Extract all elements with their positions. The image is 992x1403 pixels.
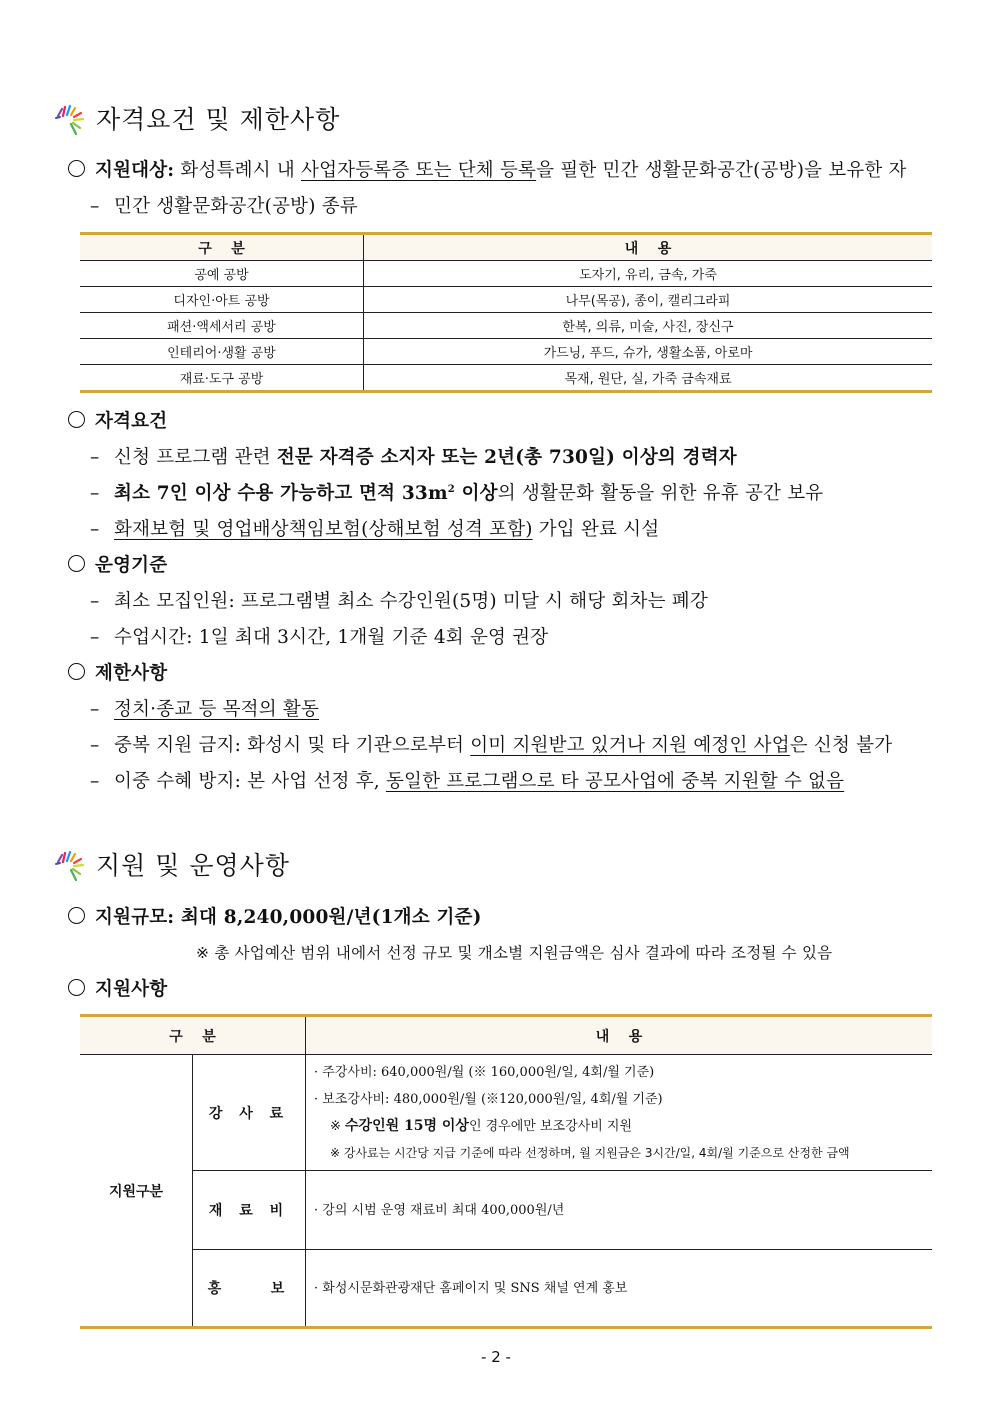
- support-heading: [68, 975, 167, 1001]
- scale-value: 최대 8,240,000원/년(1개소 기준): [174, 907, 482, 928]
- types-line: [90, 192, 358, 218]
- circle-bullet-icon: [68, 663, 85, 680]
- restrictions-heading: [68, 659, 167, 685]
- circle-bullet-icon: [68, 907, 85, 924]
- qualification-text: 의 생활문화 활동을 위한 유휴 공간 보유: [497, 483, 824, 504]
- dash-bullet: –: [90, 699, 100, 720]
- qualification-bold: 최소 7인 이상 수용 가능하고 면적 33m: [114, 483, 448, 504]
- table-header-category: 구 분: [80, 1016, 306, 1055]
- scale-line: [68, 903, 482, 929]
- category-content: [306, 1250, 933, 1328]
- restriction-item: [90, 695, 319, 721]
- qualification-item: [90, 443, 737, 469]
- operation-text: 최소 모집인원: 프로그램별 최소 수강인원(5명) 미달 시 해당 회차는 폐강: [114, 591, 708, 612]
- restriction-text: 이중 수혜 방지: 본 사업 선정 후,: [114, 771, 386, 792]
- category-label: 강 사 료: [193, 1055, 306, 1171]
- table-cell-content: 가드닝, 푸드, 슈가, 생활소품, 아로마: [364, 339, 933, 365]
- qualification-item: [90, 479, 823, 505]
- table-cell-content: 도자기, 유리, 금속, 가죽: [364, 261, 933, 287]
- operation-label: 운영기준: [95, 555, 168, 576]
- table-row: [80, 339, 932, 365]
- table-row: [80, 261, 932, 287]
- qualifications-heading: [68, 407, 167, 433]
- operation-item: [90, 623, 548, 649]
- operation-text: 수업시간: 1일 최대 3시간, 1개월 기준 4회 운영 권장: [114, 627, 549, 648]
- restriction-text: 중복 지원 금지: 화성시 및 타 기관으로부터: [114, 735, 471, 756]
- table-cell-content: 나무(목공), 종이, 캘리그라피: [364, 287, 933, 313]
- table-row: [80, 365, 932, 392]
- qualification-text: 신청 프로그램 관련: [114, 447, 277, 468]
- table-row: [80, 1250, 932, 1328]
- section-logo-icon: [54, 102, 92, 136]
- target-text-post: 을 필한 민간 생활문화공간(공방)을 보유한 자: [536, 160, 907, 181]
- category-label: 홍 보: [193, 1250, 306, 1328]
- circle-bullet-icon: [68, 160, 85, 177]
- dash-bullet: –: [90, 447, 100, 468]
- dash-bullet: –: [90, 627, 100, 648]
- scale-label: 지원규모:: [95, 907, 175, 928]
- content-line: · 주강사비: 640,000원/월 (※ 160,000원/일, 4회/월 기준): [314, 1064, 655, 1080]
- target-underlined: 사업자등록증 또는 단체 등록: [301, 160, 537, 181]
- target-line: [68, 156, 907, 182]
- support-label: 지원사항: [95, 979, 168, 1000]
- dash-bullet: –: [90, 771, 100, 792]
- circle-bullet-icon: [68, 979, 85, 996]
- table-header-category: 구 분: [80, 234, 364, 261]
- dash-bullet: –: [90, 519, 100, 540]
- content-note: [314, 1113, 931, 1140]
- operation-heading: [68, 551, 167, 577]
- qualification-underlined: 화재보험 및 영업배상책임보험(상해보험 성격 포함): [114, 519, 533, 540]
- table-row: [80, 287, 932, 313]
- table-header-row: [80, 1016, 932, 1055]
- qualifications-label: 자격요건: [95, 411, 168, 432]
- category-label: 재 료 비: [193, 1171, 306, 1250]
- content-line: · 보조강사비: 480,000원/월 (※120,000원/일, 4회/월 기준): [314, 1091, 663, 1107]
- support-table: [80, 1014, 932, 1329]
- scale-note: ※ 총 사업예산 범위 내에서 선정 규모 및 개소별 지원금액은 심사 결과에 따라 조정될 수 있음: [196, 944, 833, 962]
- qualification-item: [90, 515, 659, 541]
- table-header-row: [80, 234, 932, 261]
- content-note: ※ 강사료는 시간당 지급 기준에 따라 선정하며, 월 지원금은 3시간/일, 4회/월 기준으로 산정한 금액: [330, 1145, 850, 1160]
- restriction-underlined: 이미 지원받고 있거나 지원 예정인 사업: [470, 735, 790, 756]
- qualification-text: 가입 완료 시설: [532, 519, 660, 540]
- restrictions-label: 제한사항: [95, 663, 168, 684]
- section-logo-icon: [54, 848, 92, 882]
- group-label: 지원구분: [80, 1055, 193, 1328]
- types-label: 민간 생활문화공간(공방) 종류: [114, 196, 358, 217]
- superscript: 2: [447, 483, 455, 495]
- dash-bullet: –: [90, 196, 100, 217]
- page-number: - 2 -: [481, 1348, 511, 1366]
- table-header-content: 내 용: [364, 234, 933, 261]
- table-cell-category: 재료·도구 공방: [80, 365, 364, 392]
- note-bold: 수강인원 15명 이상: [345, 1117, 469, 1134]
- qualification-bold: 이상: [454, 483, 498, 504]
- circle-bullet-icon: [68, 411, 85, 428]
- table-cell-category: 공예 공방: [80, 261, 364, 287]
- dash-bullet: –: [90, 735, 100, 756]
- qualification-bold: 전문 자격증 소지자 또는 2년(총 730일) 이상의 경력자: [276, 447, 737, 468]
- table-row: [80, 1171, 932, 1250]
- category-content: [306, 1171, 933, 1250]
- section-title: 자격요건 및 제한사항: [96, 105, 341, 134]
- restriction-text: 은 신청 불가: [789, 735, 893, 756]
- content-line: · 강의 시범 운영 재료비 최대 400,000원/년: [314, 1202, 565, 1218]
- content-line: · 화성시문화관광재단 홈페이지 및 SNS 채널 연계 홍보: [314, 1280, 628, 1296]
- table-cell-category: 디자인·아트 공방: [80, 287, 364, 313]
- dash-bullet: –: [90, 591, 100, 612]
- target-text: 화성특례시 내: [174, 160, 301, 181]
- operation-item: [90, 587, 708, 613]
- target-label: 지원대상:: [95, 160, 175, 181]
- table-cell-content: 목재, 원단, 실, 가죽 금속재료: [364, 365, 933, 392]
- dash-bullet: –: [90, 483, 100, 504]
- circle-bullet-icon: [68, 555, 85, 572]
- section-title: 지원 및 운영사항: [96, 851, 290, 880]
- restriction-item: [90, 767, 844, 793]
- restriction-underlined: 정치·종교 등 목적의 활동: [114, 699, 320, 720]
- restriction-underlined: 동일한 프로그램으로 타 공모사업에 중복 지원할 수 없음: [385, 771, 845, 792]
- table-cell-category: 인테리어·생활 공방: [80, 339, 364, 365]
- table-row: [80, 313, 932, 339]
- table-row: [80, 1055, 932, 1171]
- table-cell-content: 한복, 의류, 미술, 사진, 장신구: [364, 313, 933, 339]
- workshop-types-table: [80, 232, 932, 393]
- table-cell-category: 패션·액세서리 공방: [80, 313, 364, 339]
- table-header-content: 내 용: [306, 1016, 933, 1055]
- category-content: [306, 1055, 933, 1171]
- note-mark: ※: [330, 1118, 346, 1134]
- restriction-item: [90, 731, 892, 757]
- note-text: 인 경우에만 보조강사비 지원: [468, 1118, 633, 1134]
